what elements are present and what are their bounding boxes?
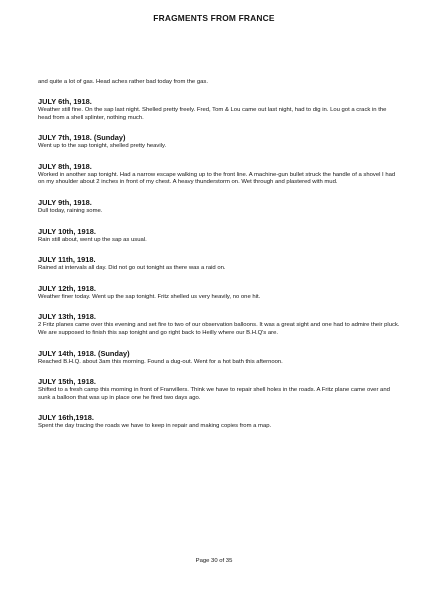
entry-text: Rain still about, went up the sap as usual.: [38, 236, 147, 243]
entry-text: Worked in another sap tonight. Had a narrow escape walking up to the front line. A machine-gun bullet struck the handle of a shovel I had on my shoulder about 2 inches in front of my chest. A heavy thunderstorm on. Wet through and plastered with mud.: [38, 171, 396, 186]
page-number: Page 30 of 35: [195, 558, 233, 564]
entry-text: Dull today, raining some.: [38, 207, 103, 214]
entry-text: Spent the day tracing the roads we have to keep in repair and making copies from a map.: [38, 423, 272, 430]
intro-text: and quite a lot of gas. Head aches rather bad today from the gas.: [38, 79, 208, 85]
entry-text: 2 Fritz planes came over this evening and set fire to two of our observation balloons. It was a great sight and one had to admire their pluck. We are supposed to finish this sap tonight and go right back to Heilly where our B.H.Q's are.: [38, 322, 400, 336]
entry-date: JULY 8th, 1918.: [38, 161, 92, 171]
entry-date: JULY 16th,1918.: [38, 413, 94, 423]
diary-entry: [38, 413, 400, 431]
entry-date: JULY 6th, 1918.: [38, 97, 92, 106]
diary-entry: [38, 227, 400, 245]
diary-entry: [38, 312, 400, 337]
document-title: FRAGMENTS FROM FRANCE: [153, 13, 275, 23]
entry-date: JULY 12th, 1918.: [38, 283, 96, 293]
entry-text: Weather still fine. On the sap last night. Shelled pretty freely. Fred, Tom & Lou came out last night, had to dig in. Lou got a crack in the head from a shell splinter, nothing much.: [38, 107, 387, 121]
diary-entry: [38, 198, 400, 216]
entry-date: JULY 10th, 1918.: [38, 226, 96, 236]
diary-entry: [38, 255, 400, 273]
diary-entry: [38, 97, 400, 122]
diary-entry: [38, 162, 400, 187]
entry-date: JULY 13th, 1918.: [38, 312, 96, 322]
entry-date: JULY 15th, 1918.: [38, 377, 96, 387]
diary-entry: [38, 284, 400, 302]
entry-date: JULY 11th, 1918.: [38, 255, 96, 265]
entry-text: Went up to the sap tonight, shelled pretty heavily.: [38, 143, 167, 150]
entry-text: Reached B.H.Q. about 3am this morning. Found a dug-out. Went for a hot bath this afternoon.: [38, 358, 283, 365]
entry-text: Weather finer today. Went up the sap tonight. Fritz shelled us very heavily, no one hit.: [38, 293, 261, 300]
diary-entry: [38, 377, 400, 402]
entry-date: JULY 14th, 1918. (Sunday): [38, 348, 130, 358]
diary-entry: [38, 349, 400, 367]
entry-date: JULY 7th, 1918. (Sunday): [38, 133, 126, 143]
diary-entries: [38, 78, 400, 442]
entry-date: JULY 9th, 1918.: [38, 197, 92, 207]
entry-text: Rained at intervals all day. Did not go out tonight as there was a raid on.: [38, 265, 226, 272]
diary-entry: [38, 133, 400, 151]
entry-text: Shifted to a fresh camp this morning in front of Franvillers. Think we have to repair shell holes in the roads. A Fritz plane came over and sunk a balloon that was up in place one he fired two days ago.: [38, 387, 390, 401]
